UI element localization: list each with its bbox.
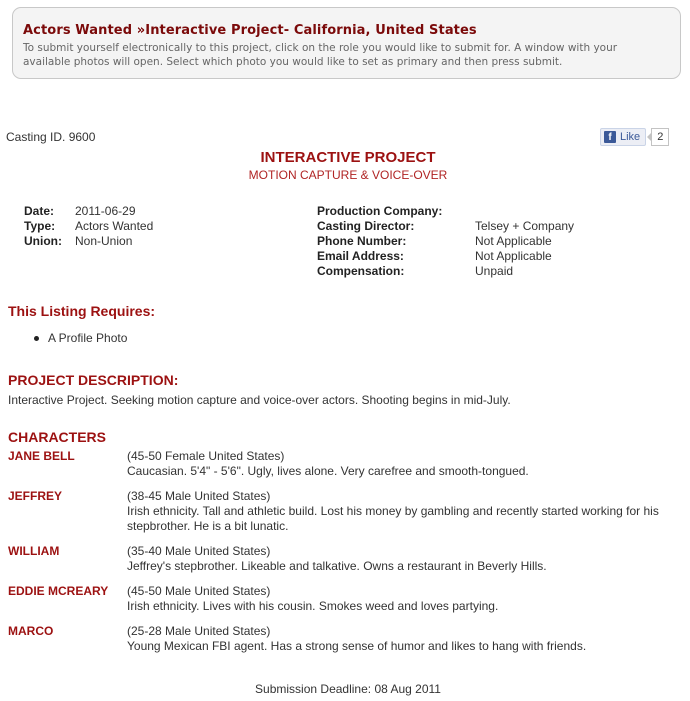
- submission-deadline: Submission Deadline: 08 Aug 2011: [255, 682, 441, 696]
- info-row-type: [24, 219, 153, 234]
- info-row-date: [24, 204, 153, 219]
- info-right: [317, 204, 574, 279]
- list-item: A Profile Photo: [34, 331, 127, 345]
- facebook-like-widget: [600, 128, 669, 146]
- info-label: Compensation:: [317, 264, 405, 278]
- character-details: [127, 489, 667, 534]
- requirements-heading: This Listing Requires:: [8, 303, 156, 319]
- project-title: INTERACTIVE PROJECT: [260, 149, 436, 166]
- instructions-text: To submit yourself electronically to this project, click on the role you would like to submit for. A window with your available photos will open. Select which photo you would like to set as primary and then press submit.: [23, 42, 618, 68]
- character-description: Jeffrey's stepbrother. Likeable and talkative. Owns a restaurant in Beverly Hills.: [127, 559, 547, 573]
- project-description-heading: PROJECT DESCRIPTION:: [8, 372, 179, 388]
- page-title: Actors Wanted »Interactive Project- California, United States: [23, 23, 477, 38]
- info-value: 2011-06-29: [75, 204, 136, 218]
- project-description-text: Interactive Project. Seeking motion capture and voice-over actors. Shooting begins in mid-July.: [8, 393, 511, 407]
- info-row-casting-director: [317, 219, 574, 234]
- character-details: [127, 624, 667, 654]
- info-row-union: [24, 234, 153, 249]
- character-name-link[interactable]: EDDIE MCREARY: [8, 584, 109, 598]
- info-value: Non-Union: [75, 234, 133, 248]
- info-label: Date:: [24, 204, 55, 218]
- character-meta: (38-45 Male United States): [127, 489, 271, 503]
- character-details: [127, 584, 667, 614]
- facebook-f-icon: f: [604, 131, 616, 143]
- character-description: Caucasian. 5'4" - 5'6". Ugly, lives alone. Very carefree and smooth-tongued.: [127, 464, 529, 478]
- info-label: Email Address:: [317, 249, 404, 263]
- info-value: Not Applicable: [475, 234, 552, 248]
- info-row-production-company: [317, 204, 574, 219]
- info-row-compensation: [317, 264, 574, 279]
- facebook-like-button[interactable]: [600, 128, 646, 146]
- character-details: [127, 544, 667, 574]
- info-label: Production Company:: [317, 204, 443, 218]
- info-label: Casting Director:: [317, 219, 415, 233]
- character-name-link[interactable]: WILLIAM: [8, 544, 60, 558]
- character-meta: (35-40 Male United States): [127, 544, 271, 558]
- character-name-link[interactable]: JEFFREY: [8, 489, 63, 503]
- character-name-link[interactable]: JANE BELL: [8, 449, 75, 463]
- character-details: [127, 449, 667, 479]
- info-label: Union:: [24, 234, 62, 248]
- info-row-email: [317, 249, 574, 264]
- info-value: Actors Wanted: [75, 219, 154, 233]
- character-description: Young Mexican FBI agent. Has a strong sense of humor and likes to hang with friends.: [127, 639, 587, 653]
- info-left: [24, 204, 153, 249]
- character-description: Irish ethnicity. Lives with his cousin. Smokes weed and loves partying.: [127, 599, 499, 613]
- character-name-link[interactable]: MARCO: [8, 624, 54, 638]
- project-subtitle: MOTION CAPTURE & VOICE-OVER: [248, 168, 448, 182]
- character-meta: (45-50 Female United States): [127, 449, 285, 463]
- info-label: Type:: [24, 219, 56, 233]
- info-value: Unpaid: [475, 264, 514, 278]
- characters-heading: CHARACTERS: [8, 429, 106, 445]
- instructions-box: [12, 7, 681, 79]
- info-value: Telsey + Company: [475, 219, 575, 233]
- character-description: Irish ethnicity. Tall and athletic build. Lost his money by gambling and recently started working for his stepbrother. He is a bit lunatic.: [127, 504, 659, 533]
- facebook-like-label: Like: [620, 131, 641, 143]
- info-row-phone: [317, 234, 574, 249]
- casting-id: Casting ID. 9600: [6, 130, 96, 144]
- info-value: Not Applicable: [475, 249, 552, 263]
- info-label: Phone Number:: [317, 234, 407, 248]
- character-meta: (45-50 Male United States): [127, 584, 271, 598]
- facebook-like-count: 2: [651, 128, 669, 146]
- character-meta: (25-28 Male United States): [127, 624, 271, 638]
- requirements-list: [34, 331, 127, 345]
